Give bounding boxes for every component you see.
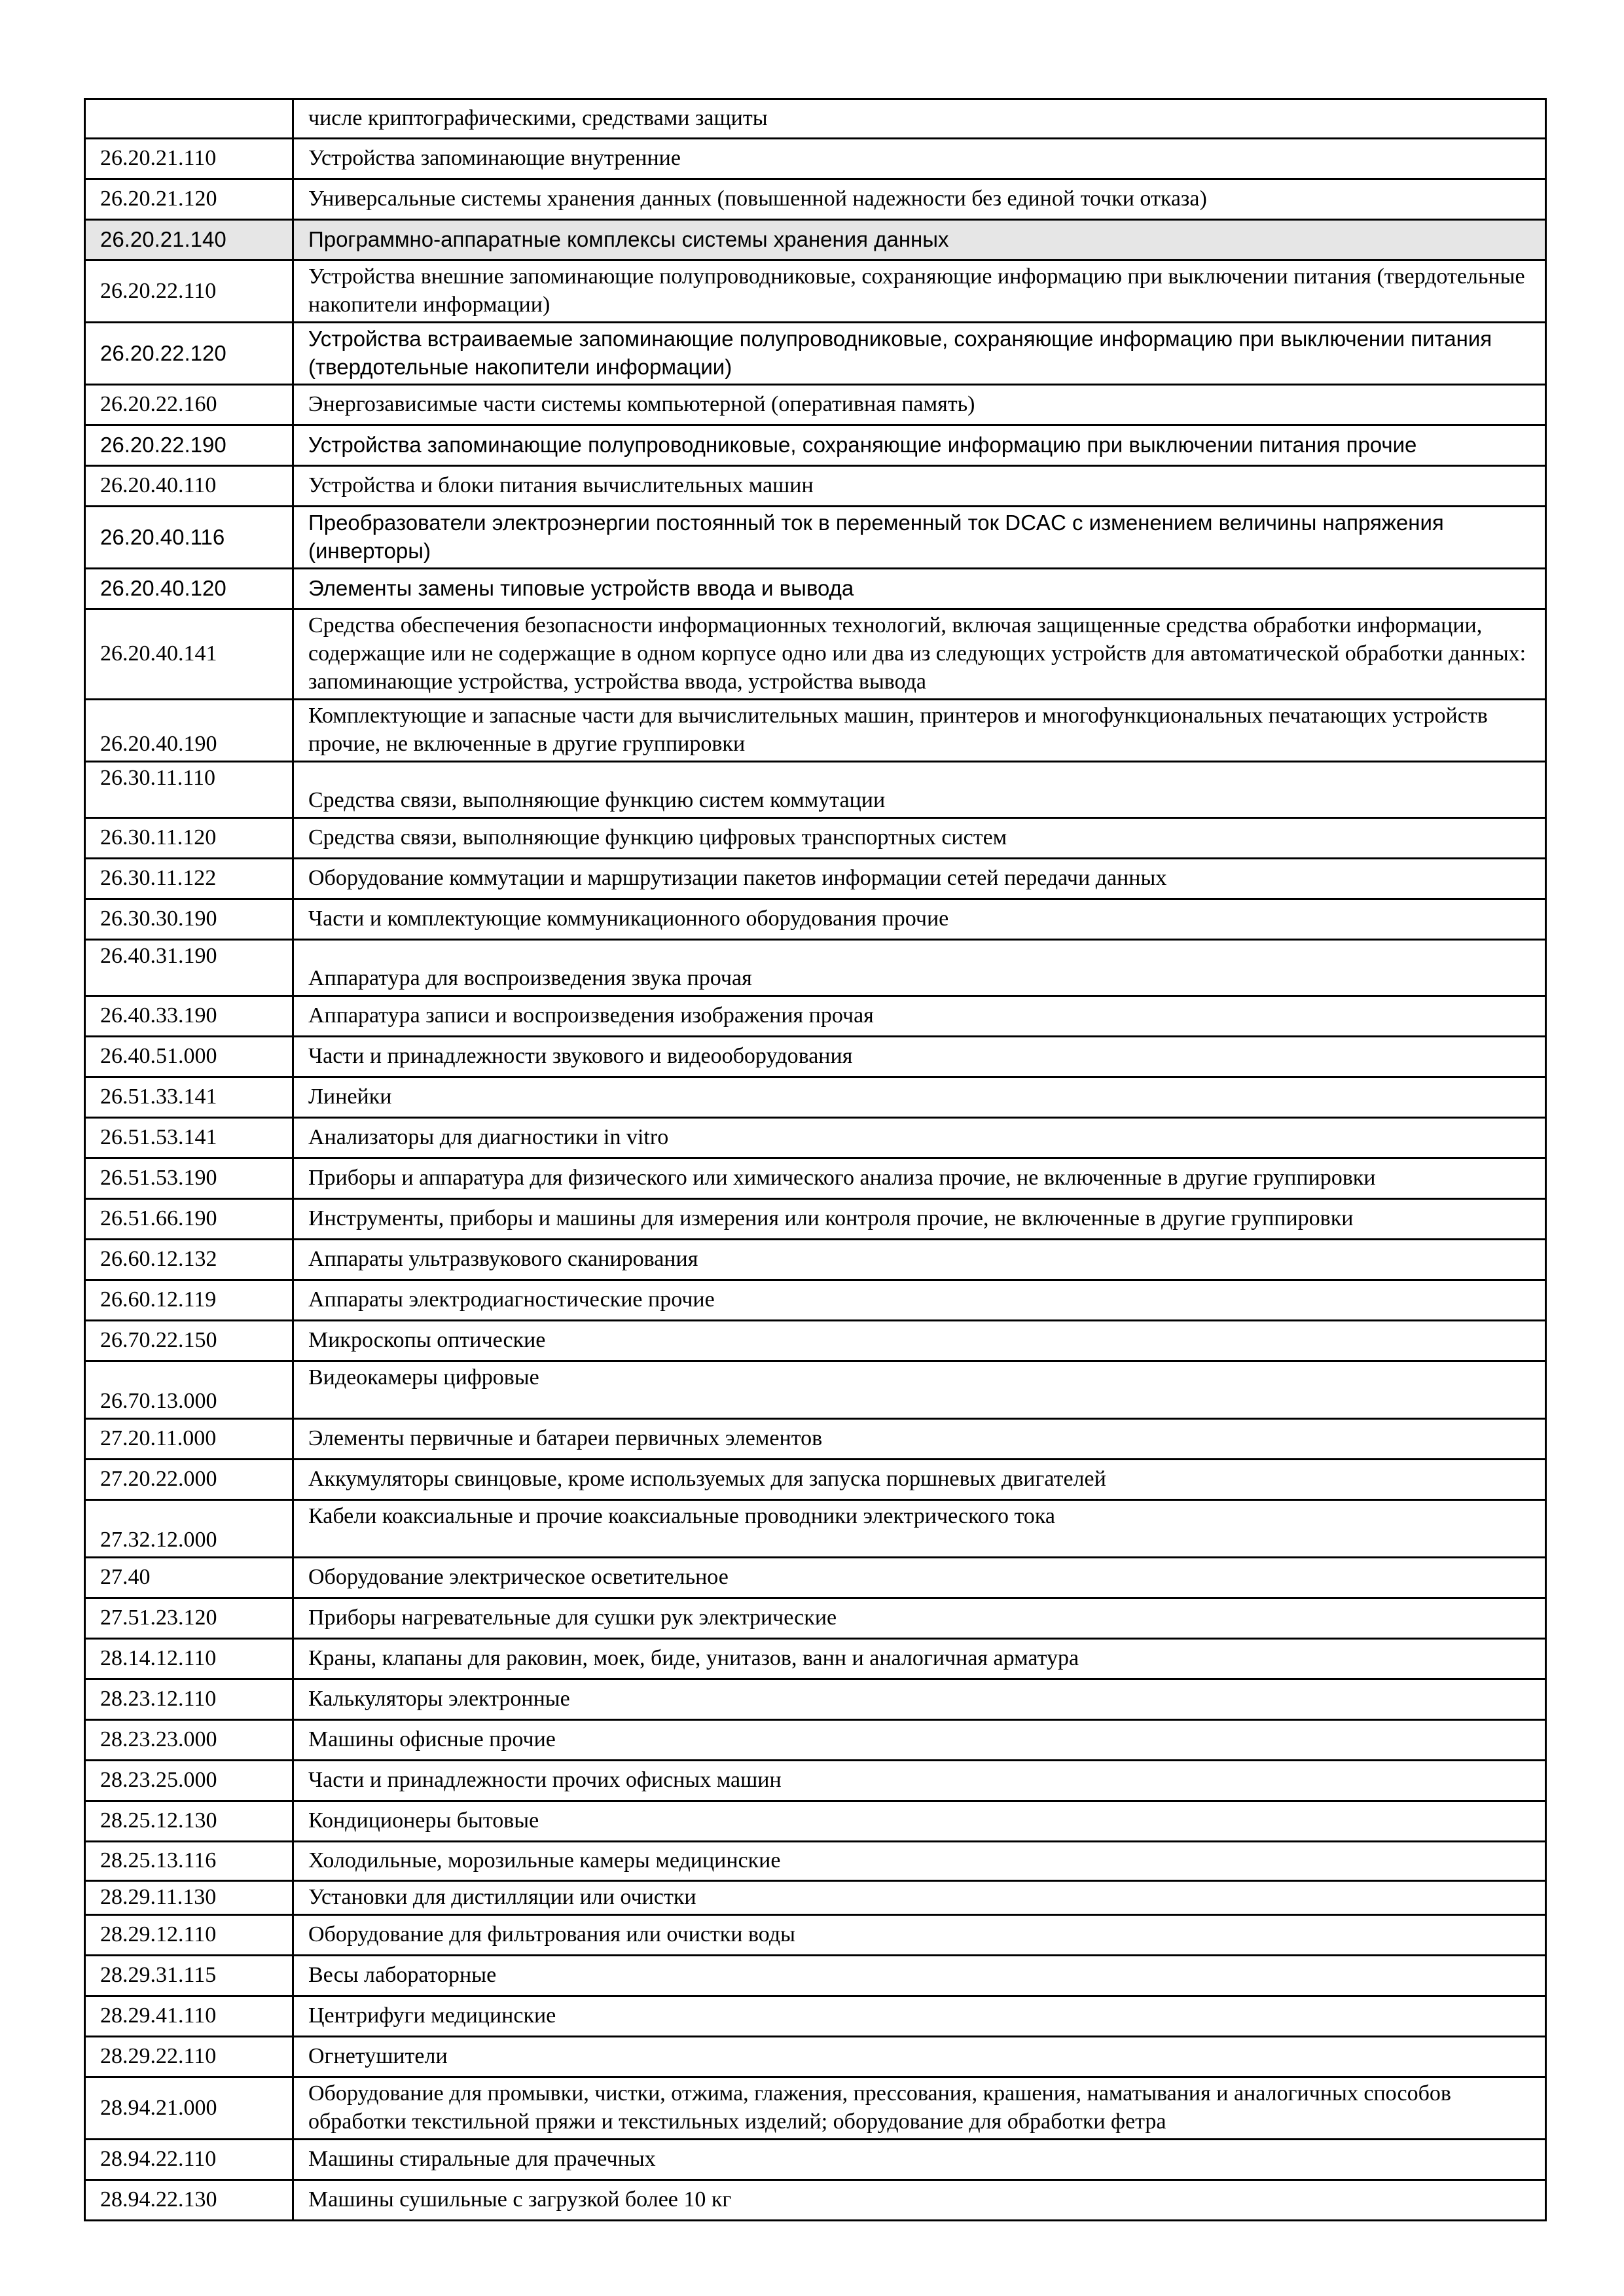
description-cell: Устройства запоминающие полупроводниковые, сохраняющие информацию при выключении питания прочие bbox=[293, 425, 1546, 466]
description-cell: Центрифуги медицинские bbox=[293, 1996, 1546, 2037]
table-row bbox=[85, 385, 1546, 425]
okpd-code-cell: 28.23.23.000 bbox=[85, 1720, 293, 1761]
description-cell: Устройства и блоки питания вычислительных машин bbox=[293, 466, 1546, 507]
table-row bbox=[85, 1460, 1546, 1500]
okpd-code-cell bbox=[85, 99, 293, 139]
description-cell: Машины сушильные с загрузкой более 10 кг bbox=[293, 2180, 1546, 2221]
okpd-code-cell: 27.40 bbox=[85, 1558, 293, 1598]
description-cell: Холодильные, морозильные камеры медицинские bbox=[293, 1842, 1546, 1881]
okpd-code-cell: 28.25.12.130 bbox=[85, 1801, 293, 1842]
table-row bbox=[85, 179, 1546, 220]
description-cell: Программно-аппаратные комплексы системы хранения данных bbox=[293, 220, 1546, 260]
description-cell: Элементы первичные и батареи первичных элементов bbox=[293, 1419, 1546, 1460]
table-row bbox=[85, 1037, 1546, 1077]
description-cell: Устройства внешние запоминающие полупроводниковые, сохраняющие информацию при выключении питания (твердотельные накопители информации) bbox=[293, 260, 1546, 323]
table-row bbox=[85, 762, 1546, 818]
okpd-code-cell: 26.51.33.141 bbox=[85, 1077, 293, 1118]
table-row bbox=[85, 1679, 1546, 1720]
okpd-code-cell: 26.20.40.141 bbox=[85, 609, 293, 700]
okpd-code-cell: 26.30.11.120 bbox=[85, 818, 293, 859]
table-row bbox=[85, 818, 1546, 859]
table-row bbox=[85, 1558, 1546, 1598]
okpd-code-cell: 26.30.30.190 bbox=[85, 899, 293, 940]
okpd-code-cell: 28.94.22.130 bbox=[85, 2180, 293, 2221]
description-cell: Оборудование для промывки, чистки, отжима, глажения, прессования, крашения, наматывания и аналогичных способов обработки текстильной пряжи и текстильных изделий; оборудование для обработки фетра bbox=[293, 2077, 1546, 2140]
okpd-code-cell: 26.20.22.120 bbox=[85, 323, 293, 385]
okpd-code-cell: 26.20.22.160 bbox=[85, 385, 293, 425]
okpd-code-cell: 28.29.22.110 bbox=[85, 2037, 293, 2077]
okpd-code-cell: 26.20.21.140 bbox=[85, 220, 293, 260]
okpd-code-cell: 26.20.21.120 bbox=[85, 179, 293, 220]
okpd-code-cell: 26.30.11.110 bbox=[85, 762, 293, 818]
description-cell: Аппаратура записи и воспроизведения изображения прочая bbox=[293, 996, 1546, 1037]
description-cell: Аппараты электродиагностические прочие bbox=[293, 1280, 1546, 1321]
table-row bbox=[85, 996, 1546, 1037]
okpd-code-cell: 28.94.21.000 bbox=[85, 2077, 293, 2140]
okpd-code-cell: 26.70.13.000 bbox=[85, 1361, 293, 1419]
description-cell: Универсальные системы хранения данных (повышенной надежности без единой точки отказа) bbox=[293, 179, 1546, 220]
table-row bbox=[85, 425, 1546, 466]
description-cell: Устройства запоминающие внутренние bbox=[293, 139, 1546, 179]
description-cell: Средства обеспечения безопасности информационных технологий, включая защищенные средства обработки информации, содержащие или не содержащие в одном корпусе одно или два из следующих устройств для автоматической обработки данных: запоминающие устройства, устройства ввода, устройства вывода bbox=[293, 609, 1546, 700]
description-cell: Огнетушители bbox=[293, 2037, 1546, 2077]
description-cell: Весы лабораторные bbox=[293, 1956, 1546, 1996]
table-row bbox=[85, 99, 1546, 139]
description-cell: Линейки bbox=[293, 1077, 1546, 1118]
table-row bbox=[85, 1761, 1546, 1801]
description-cell: Оборудование для фильтрования или очистки воды bbox=[293, 1915, 1546, 1956]
description-cell: Установки для дистилляции или очистки bbox=[293, 1881, 1546, 1915]
description-cell: Кондиционеры бытовые bbox=[293, 1801, 1546, 1842]
table-row bbox=[85, 1077, 1546, 1118]
okpd-code-cell: 26.20.40.110 bbox=[85, 466, 293, 507]
description-cell: числе криптографическими, средствами защиты bbox=[293, 99, 1546, 139]
okpd-code-cell: 27.32.12.000 bbox=[85, 1500, 293, 1558]
description-cell: Микроскопы оптические bbox=[293, 1321, 1546, 1361]
description-cell: Аппаратура для воспроизведения звука прочая bbox=[293, 940, 1546, 996]
description-cell: Аккумуляторы свинцовые, кроме используемых для запуска поршневых двигателей bbox=[293, 1460, 1546, 1500]
okpd-code-cell: 26.60.12.119 bbox=[85, 1280, 293, 1321]
okpd-code-cell: 26.60.12.132 bbox=[85, 1240, 293, 1280]
table-row bbox=[85, 1199, 1546, 1240]
table-row bbox=[85, 220, 1546, 260]
description-cell: Части и принадлежности звукового и видеооборудования bbox=[293, 1037, 1546, 1077]
okpd-code-cell: 26.70.22.150 bbox=[85, 1321, 293, 1361]
description-cell: Кабели коаксиальные и прочие коаксиальные проводники электрического тока bbox=[293, 1500, 1546, 1558]
description-cell: Энергозависимые части системы компьютерной (оперативная память) bbox=[293, 385, 1546, 425]
classifier-table bbox=[84, 98, 1547, 2221]
description-cell: Части и принадлежности прочих офисных машин bbox=[293, 1761, 1546, 1801]
table-row bbox=[85, 700, 1546, 762]
description-cell: Видеокамеры цифровые bbox=[293, 1361, 1546, 1419]
description-cell: Части и комплектующие коммуникационного оборудования прочие bbox=[293, 899, 1546, 940]
description-cell: Оборудование коммутации и маршрутизации пакетов информации сетей передачи данных bbox=[293, 859, 1546, 899]
okpd-code-cell: 26.40.31.190 bbox=[85, 940, 293, 996]
table-row bbox=[85, 139, 1546, 179]
table-row bbox=[85, 507, 1546, 569]
table-row bbox=[85, 323, 1546, 385]
table-row bbox=[85, 1956, 1546, 1996]
table-row bbox=[85, 1598, 1546, 1639]
okpd-code-cell: 28.29.12.110 bbox=[85, 1915, 293, 1956]
okpd-code-cell: 26.20.22.110 bbox=[85, 260, 293, 323]
description-cell: Оборудование электрическое осветительное bbox=[293, 1558, 1546, 1598]
okpd-code-cell: 26.20.22.190 bbox=[85, 425, 293, 466]
table-row bbox=[85, 899, 1546, 940]
table-row bbox=[85, 1639, 1546, 1679]
okpd-code-cell: 28.23.25.000 bbox=[85, 1761, 293, 1801]
table-row bbox=[85, 2180, 1546, 2221]
okpd-code-cell: 26.30.11.122 bbox=[85, 859, 293, 899]
description-cell: Анализаторы для диагностики in vitro bbox=[293, 1118, 1546, 1158]
okpd-code-cell: 26.20.21.110 bbox=[85, 139, 293, 179]
okpd-code-cell: 28.29.11.130 bbox=[85, 1881, 293, 1915]
table-row bbox=[85, 2077, 1546, 2140]
table-row bbox=[85, 1842, 1546, 1881]
okpd-code-cell: 28.29.31.115 bbox=[85, 1956, 293, 1996]
okpd-code-cell: 28.25.13.116 bbox=[85, 1842, 293, 1881]
description-cell: Элементы замены типовые устройств ввода и вывода bbox=[293, 569, 1546, 609]
table-row bbox=[85, 1881, 1546, 1915]
table-row bbox=[85, 1500, 1546, 1558]
description-cell: Устройства встраиваемые запоминающие полупроводниковые, сохраняющие информацию при выключении питания (твердотельные накопители информации) bbox=[293, 323, 1546, 385]
description-cell: Инструменты, приборы и машины для измерения или контроля прочие, не включенные в другие группировки bbox=[293, 1199, 1546, 1240]
description-cell: Средства связи, выполняющие функцию цифровых транспортных систем bbox=[293, 818, 1546, 859]
description-cell: Машины стиральные для прачечных bbox=[293, 2140, 1546, 2180]
table-row bbox=[85, 1240, 1546, 1280]
table-row bbox=[85, 609, 1546, 700]
okpd-code-cell: 26.20.40.190 bbox=[85, 700, 293, 762]
okpd-code-cell: 27.20.11.000 bbox=[85, 1419, 293, 1460]
description-cell: Аппараты ультразвукового сканирования bbox=[293, 1240, 1546, 1280]
table-row bbox=[85, 1419, 1546, 1460]
description-cell: Приборы нагревательные для сушки рук электрические bbox=[293, 1598, 1546, 1639]
table-row bbox=[85, 1361, 1546, 1419]
okpd-code-cell: 28.29.41.110 bbox=[85, 1996, 293, 2037]
table-row bbox=[85, 569, 1546, 609]
description-cell: Краны, клапаны для раковин, моек, биде, унитазов, ванн и аналогичная арматура bbox=[293, 1639, 1546, 1679]
description-cell: Машины офисные прочие bbox=[293, 1720, 1546, 1761]
description-cell: Средства связи, выполняющие функцию систем коммутации bbox=[293, 762, 1546, 818]
table-row bbox=[85, 1801, 1546, 1842]
okpd-code-cell: 27.51.23.120 bbox=[85, 1598, 293, 1639]
table-body bbox=[85, 99, 1546, 2221]
okpd-code-cell: 27.20.22.000 bbox=[85, 1460, 293, 1500]
table-row bbox=[85, 1280, 1546, 1321]
okpd-code-cell: 26.40.51.000 bbox=[85, 1037, 293, 1077]
table-row bbox=[85, 1321, 1546, 1361]
okpd-code-cell: 26.40.33.190 bbox=[85, 996, 293, 1037]
okpd-code-cell: 28.14.12.110 bbox=[85, 1639, 293, 1679]
okpd-code-cell: 28.94.22.110 bbox=[85, 2140, 293, 2180]
table-row bbox=[85, 1996, 1546, 2037]
table-row bbox=[85, 1158, 1546, 1199]
table-row bbox=[85, 2140, 1546, 2180]
table-row bbox=[85, 1118, 1546, 1158]
table-row bbox=[85, 466, 1546, 507]
table-row bbox=[85, 1720, 1546, 1761]
okpd-code-cell: 26.51.66.190 bbox=[85, 1199, 293, 1240]
table-row bbox=[85, 940, 1546, 996]
okpd-code-cell: 26.51.53.190 bbox=[85, 1158, 293, 1199]
okpd-code-cell: 28.23.12.110 bbox=[85, 1679, 293, 1720]
table-row bbox=[85, 859, 1546, 899]
description-cell: Калькуляторы электронные bbox=[293, 1679, 1546, 1720]
description-cell: Преобразователи электроэнергии постоянный ток в переменный ток DCAC с изменением величины напряжения (инверторы) bbox=[293, 507, 1546, 569]
table-row bbox=[85, 2037, 1546, 2077]
table-row bbox=[85, 1915, 1546, 1956]
description-cell: Комплектующие и запасные части для вычислительных машин, принтеров и многофункциональных печатающих устройств прочие, не включенные в другие группировки bbox=[293, 700, 1546, 762]
table-row bbox=[85, 260, 1546, 323]
okpd-code-cell: 26.51.53.141 bbox=[85, 1118, 293, 1158]
description-cell: Приборы и аппаратура для физического или химического анализа прочие, не включенные в другие группировки bbox=[293, 1158, 1546, 1199]
okpd-code-cell: 26.20.40.120 bbox=[85, 569, 293, 609]
okpd-code-cell: 26.20.40.116 bbox=[85, 507, 293, 569]
